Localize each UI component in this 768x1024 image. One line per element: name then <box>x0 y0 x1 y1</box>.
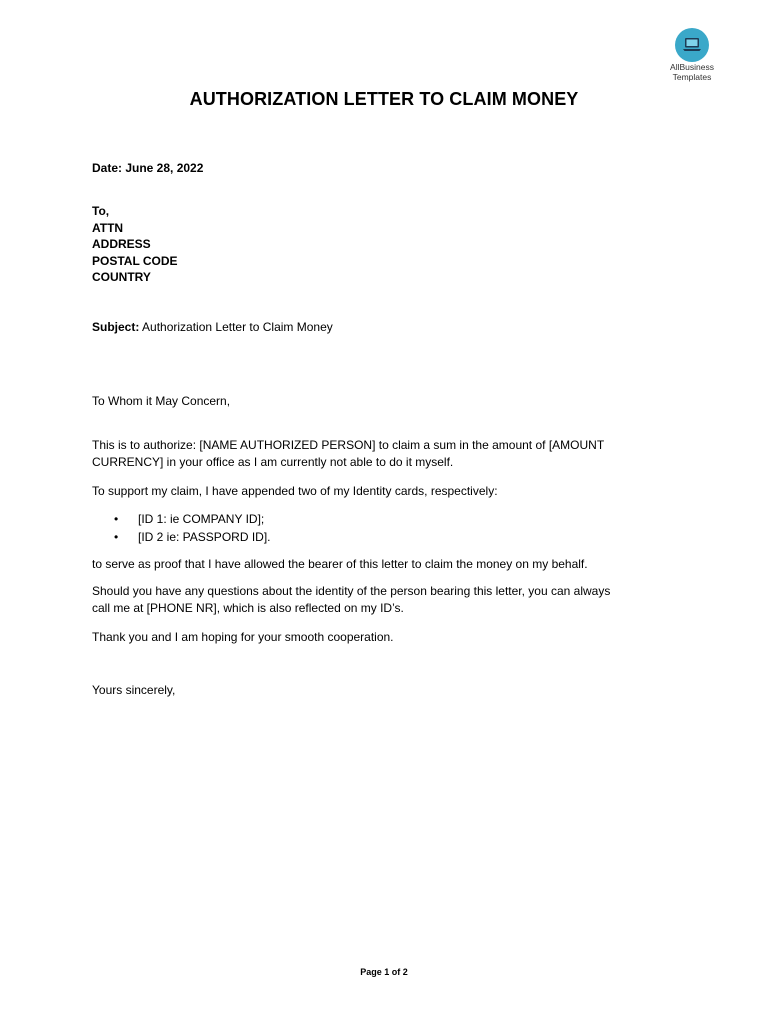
laptop-icon <box>682 37 702 53</box>
list-item-text: [ID 2 ie: PASSPORD ID]. <box>138 530 271 544</box>
allbusiness-logo[interactable] <box>660 28 724 82</box>
address-country: COUNTRY <box>92 270 151 284</box>
subject-text: Authorization Letter to Claim Money <box>139 320 333 334</box>
logo-badge <box>675 28 709 62</box>
letter-subject <box>92 319 333 336</box>
page-title: AUTHORIZATION LETTER TO CLAIM MONEY <box>189 89 579 109</box>
bullet-icon: • <box>114 530 119 544</box>
subject-label: Subject: <box>92 320 140 334</box>
body-paragraph-4-line-1: Should you have any questions about the identity of the person bearing this letter, you can always <box>92 584 611 598</box>
body-paragraph-1-line-2: CURRENCY] in your office as I am currently not able to do it myself. <box>92 454 454 469</box>
address-line: ADDRESS <box>92 237 151 251</box>
letter-salutation: To Whom it May Concern, <box>92 394 231 408</box>
body-paragraph-4 <box>92 583 662 616</box>
address-postal-code: POSTAL CODE <box>92 253 178 268</box>
logo-text-line1: AllBusiness <box>670 62 714 72</box>
letter-date: Date: June 28, 2022 <box>92 161 204 175</box>
list-item-text: [ID 1: ie COMPANY ID]; <box>138 512 265 526</box>
address-attn: ATTN <box>92 220 124 235</box>
body-paragraph-3: to serve as proof that I have allowed the bearer of this letter to claim the money on my behalf. <box>92 557 588 571</box>
page-number: Page 1 of 2 <box>360 967 408 977</box>
id-list <box>110 510 270 546</box>
address-to: To, <box>92 204 110 218</box>
logo-text-line2: Templates <box>672 72 712 82</box>
bullet-icon: • <box>114 512 119 526</box>
body-paragraph-4-line-2: call me at [PHONE NR], which is also reflected on my ID’s. <box>92 600 404 615</box>
body-paragraph-1 <box>92 437 652 470</box>
recipient-address <box>92 203 178 286</box>
letter-closing: Yours sincerely, <box>92 683 176 697</box>
list-item <box>110 510 270 528</box>
body-paragraph-5: Thank you and I am hoping for your smooth cooperation. <box>92 630 394 644</box>
body-paragraph-2: To support my claim, I have appended two of my Identity cards, respectively: <box>92 484 498 498</box>
list-item <box>110 528 270 546</box>
body-paragraph-1-line-1: This is to authorize: [NAME AUTHORIZED PERSON] to claim a sum in the amount of [AMOUNT <box>92 438 605 452</box>
